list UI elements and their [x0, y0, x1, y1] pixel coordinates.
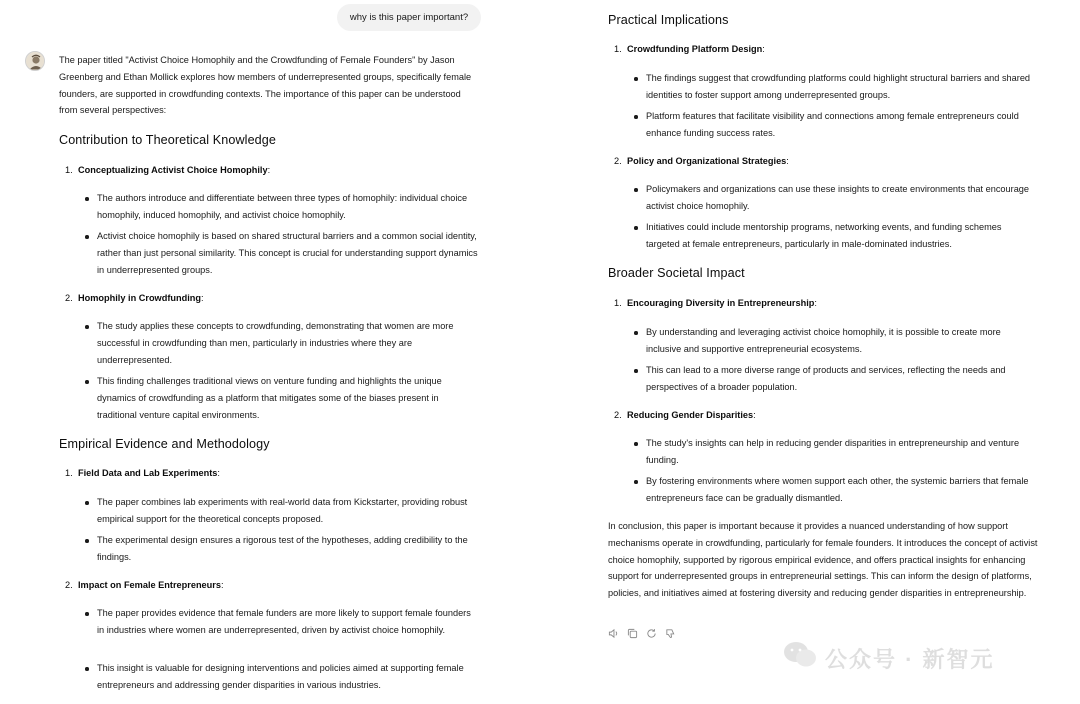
bullet-point [78, 373, 478, 423]
section-heading: Broader Societal Impact [608, 266, 745, 280]
bullet-point [78, 660, 478, 694]
bullet-text: The paper provides evidence that female funders are more likely to support female founders in industries where women are underrepresented, driven by activist choice homophily. [97, 608, 471, 635]
numbered-item: 1. Field Data and Lab Experiments : [59, 465, 220, 482]
bullet-text: The study's insights can help in reducing gender disparities in entrepreneurship and venture funding. [646, 438, 1020, 465]
numbered-item: 1. Crowdfunding Platform Design : [608, 41, 765, 58]
item-number: 2. [65, 580, 73, 590]
bullet-point [627, 324, 1037, 358]
item-number: 2. [65, 293, 73, 303]
wechat-icon [783, 641, 817, 675]
bullet-point [78, 318, 478, 368]
bullet-text: By understanding and leveraging activist choice homophily, it is possible to create more inclusive and supportive entrepreneurial ecosystems. [646, 327, 1001, 354]
watermark-text: 公众号 · 新智元 [825, 646, 995, 672]
item-label: Homophily in Crowdfunding [78, 293, 201, 303]
regenerate-icon[interactable] [646, 626, 657, 637]
user-message-bubble: why is this paper important? [337, 4, 481, 31]
speaker-icon[interactable] [608, 626, 619, 637]
bullet-point [627, 108, 1037, 142]
item-label: Encouraging Diversity in Entrepreneurship [627, 298, 815, 308]
bullet-point [78, 532, 478, 566]
item-label: Conceptualizing Activist Choice Homophily [78, 165, 268, 175]
bullet-point [627, 219, 1037, 253]
item-label: Impact on Female Entrepreneurs [78, 580, 221, 590]
bullet-dot-icon [627, 219, 646, 253]
item-number: 1. [65, 165, 73, 175]
assistant-avatar [25, 51, 45, 71]
item-label: Crowdfunding Platform Design [627, 44, 763, 54]
bullet-dot-icon [627, 181, 646, 215]
bullet-text: The paper combines lab experiments with real-world data from Kickstarter, providing robust empirical support for the theoretical concepts proposed. [97, 497, 468, 524]
bullet-point [78, 494, 478, 528]
answer-conclusion: In conclusion, this paper is important because it provides a nuanced understanding of how support mechanisms operate in crowdfunding, particularly for female founders. It introduces the concept of activist choice homophily, supported by rigorous empirical evidence, and offers practical insights for enhancing support for underrepresented groups in entrepreneurial settings. This can inform the design of platforms, policies, and initiatives aimed at fostering diversity and reducing gender disparities in entrepreneurship. [608, 521, 1038, 599]
bullet-text: The experimental design ensures a rigorous test of the hypotheses, adding credibility to the findings. [97, 535, 468, 562]
item-label: Policy and Organizational Strategies [627, 156, 787, 166]
item-number: 1. [65, 468, 73, 478]
bullet-point [627, 70, 1037, 104]
bullet-text: The findings suggest that crowdfunding platforms could highlight structural barriers and shared identities to foster support among underrepresented groups. [646, 73, 1031, 100]
bullet-point [627, 362, 1037, 396]
bullet-text: This finding challenges traditional views on venture funding and highlights the unique dynamics of crowdfunding as a platform that mitigates some of the biases present in traditional venture capital environments. [97, 376, 442, 420]
item-number: 2. [614, 410, 622, 420]
bullet-dot-icon [627, 473, 646, 507]
numbered-item: 2. Impact on Female Entrepreneurs : [59, 577, 224, 594]
bullet-point [627, 435, 1037, 469]
bullet-dot-icon [627, 324, 646, 358]
bullet-dot-icon [78, 190, 97, 224]
bullet-point [78, 605, 478, 639]
numbered-item: 1. Encouraging Diversity in Entrepreneurship : [608, 295, 817, 312]
message-actions [608, 626, 676, 637]
bullet-dot-icon [78, 373, 97, 423]
bullet-text: Initiatives could include mentorship programs, networking events, and funding schemes targeted at female entrepreneurs, particularly in male-dominated industries. [646, 222, 1002, 249]
item-number: 1. [614, 44, 622, 54]
bullet-text: Platform features that facilitate visibility and connections among female entrepreneurs could enhance funding success rates. [646, 111, 1019, 138]
item-label: Reducing Gender Disparities [627, 410, 754, 420]
section-heading: Empirical Evidence and Methodology [59, 437, 270, 451]
bullet-dot-icon [78, 532, 97, 566]
bullet-text: This can lead to a more diverse range of products and services, reflecting the needs and perspectives of a broader population. [646, 365, 1006, 392]
bullet-dot-icon [78, 605, 97, 639]
bullet-text: By fostering environments where women support each other, the systemic barriers that female entrepreneurs face can be gradually dismantled. [646, 476, 1029, 503]
bullet-text: Policymakers and organizations can use these insights to create environments that encourage activist choice homophily. [646, 184, 1030, 211]
numbered-item: 2. Reducing Gender Disparities : [608, 407, 756, 424]
item-label: Field Data and Lab Experiments [78, 468, 218, 478]
numbered-item: 1. Conceptualizing Activist Choice Homophily : [59, 162, 270, 179]
bullet-dot-icon [627, 362, 646, 396]
bullet-text: This insight is valuable for designing interventions and policies aimed at supporting female entrepreneurs and addressing gender disparities in various industries. [97, 663, 464, 690]
bullet-text: Activist choice homophily is based on shared structural barriers and a common social identity, rather than just personal similarity. This concept is crucial for understanding support dynamics in underrepresented groups. [97, 231, 478, 275]
bullet-dot-icon [78, 494, 97, 528]
bullet-point [627, 473, 1037, 507]
bullet-point [78, 190, 478, 224]
bullet-point [78, 228, 478, 278]
bullet-point [627, 181, 1037, 215]
item-number: 1. [614, 298, 622, 308]
numbered-item: 2. Policy and Organizational Strategies : [608, 153, 789, 170]
bullet-dot-icon [78, 660, 97, 694]
bullet-dot-icon [627, 435, 646, 469]
answer-intro: The paper titled "Activist Choice Homophily and the Crowdfunding of Female Founders" by Jason Greenberg and Ethan Mollick explores how members of underrepresented groups, specifically female founders, are supported in crowdfunding contexts. The importance of this paper can be understood from several perspectives: [59, 55, 472, 116]
bullet-text: The study applies these concepts to crowdfunding, demonstrating that women are more successful in crowdfunding than men, particularly in industries where they are underrepresented. [97, 321, 454, 365]
section-heading: Practical Implications [608, 13, 729, 27]
watermark [783, 641, 995, 675]
section-heading: Contribution to Theoretical Knowledge [59, 133, 276, 147]
thumbs-down-icon[interactable] [665, 626, 676, 637]
bullet-text: The authors introduce and differentiate between three types of homophily: individual choice homophily, induced homophily, and activist choice homophily. [97, 193, 468, 220]
copy-icon[interactable] [627, 626, 638, 637]
bullet-dot-icon [627, 70, 646, 104]
bullet-dot-icon [627, 108, 646, 142]
numbered-item: 2. Homophily in Crowdfunding : [59, 290, 204, 307]
bullet-dot-icon [78, 318, 97, 368]
bullet-dot-icon [78, 228, 97, 278]
item-number: 2. [614, 156, 622, 166]
